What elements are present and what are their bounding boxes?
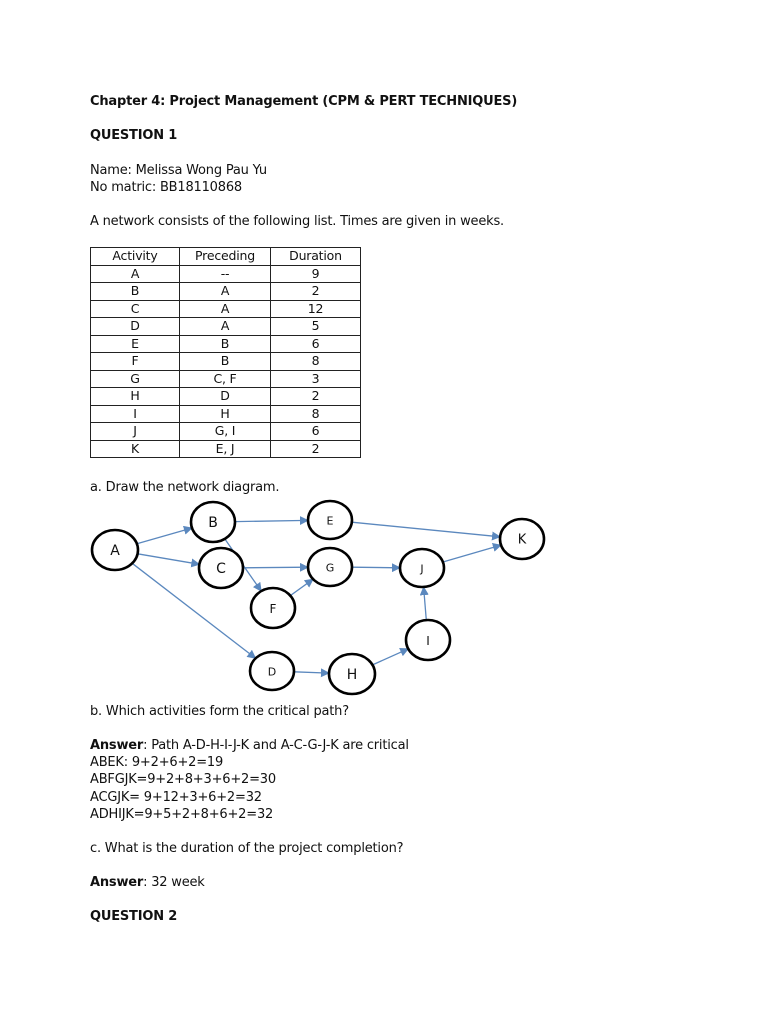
node-j [400, 549, 444, 587]
cell-duration: 8 [271, 353, 361, 371]
cell-activity: G [91, 370, 180, 388]
node-label: F [269, 602, 277, 616]
answer-c-label: Answer [90, 875, 144, 890]
cell-duration: 2 [271, 440, 361, 458]
node-b [191, 502, 235, 542]
problem-intro: A network consists of the following list. Times are given in weeks. [90, 214, 504, 229]
matric-number: No matric: BB18110868 [90, 180, 242, 195]
cell-duration: 8 [271, 405, 361, 423]
cell-duration: 5 [271, 318, 361, 336]
calc-line: ADHIJK=9+5+2+8+6+2=32 [90, 807, 274, 822]
cell-activity: A [91, 265, 180, 283]
node-label: C [216, 561, 226, 577]
answer-b-label: Answer [90, 738, 144, 753]
cell-duration: 6 [271, 335, 361, 353]
answer-b [90, 737, 409, 754]
cell-duration: 3 [271, 370, 361, 388]
answer-c [90, 874, 205, 891]
edge-h-i [373, 649, 409, 665]
node-label: D [267, 665, 277, 679]
node-label: I [426, 634, 430, 648]
answer-b-text: : Path A-D-H-I-J-K and A-C-G-J-K are critical [143, 738, 409, 753]
node-label: E [326, 514, 334, 528]
header-activity: Activity [91, 248, 180, 266]
cell-preceding: -- [180, 265, 271, 283]
cell-preceding: B [180, 353, 271, 371]
cell-activity: H [91, 388, 180, 406]
node-label: A [110, 543, 120, 559]
node-label: H [346, 667, 358, 683]
edge-b-e [235, 520, 308, 521]
cell-preceding: A [180, 283, 271, 301]
cell-duration: 6 [271, 423, 361, 441]
node-label: J [420, 562, 424, 576]
edge-c-g [243, 567, 308, 568]
edge-i-j [424, 587, 427, 620]
cell-preceding: D [180, 388, 271, 406]
node-label: K [517, 532, 527, 548]
cell-activity: K [91, 440, 180, 458]
node-d [250, 652, 294, 690]
node-h [329, 654, 375, 694]
cell-duration: 12 [271, 300, 361, 318]
question-2-heading: QUESTION 2 [90, 909, 178, 924]
calc-line: ABEK: 9+2+6+2=19 [90, 755, 224, 770]
cell-activity: D [91, 318, 180, 336]
cell-activity: I [91, 405, 180, 423]
cell-activity: C [91, 300, 180, 318]
cell-preceding: B [180, 335, 271, 353]
header-duration: Duration [271, 248, 361, 266]
edge-d-h [294, 672, 329, 673]
cell-preceding: C, F [180, 370, 271, 388]
node-label: B [208, 515, 218, 531]
cell-duration: 2 [271, 388, 361, 406]
node-label: G [325, 561, 335, 575]
cell-preceding: G, I [180, 423, 271, 441]
cell-activity: J [91, 423, 180, 441]
student-name: Name: Melissa Wong Pau Yu [90, 163, 267, 178]
page-title: Chapter 4: Project Management (CPM & PERT TECHNIQUES) [90, 94, 518, 109]
part-c-question: c. What is the duration of the project completion? [90, 841, 404, 856]
calc-line: ABFGJK=9+2+8+3+6+2=30 [90, 772, 276, 787]
header-preceding: Preceding [180, 248, 271, 266]
node-c [199, 548, 243, 588]
cell-duration: 2 [271, 283, 361, 301]
edge-a-b [137, 528, 192, 544]
cell-duration: 9 [271, 265, 361, 283]
cell-preceding: H [180, 405, 271, 423]
cell-preceding: A [180, 300, 271, 318]
diagram-nodes [92, 501, 544, 694]
edge-e-k [352, 522, 500, 537]
edge-g-j [352, 567, 400, 568]
node-f [251, 588, 295, 628]
cell-activity: E [91, 335, 180, 353]
part-a-question: a. Draw the network diagram. [90, 480, 280, 495]
node-a [92, 530, 138, 570]
node-i [406, 620, 450, 660]
answer-c-text: : 32 week [143, 875, 205, 890]
node-g [308, 548, 352, 586]
question-1-heading: QUESTION 1 [90, 128, 178, 143]
node-e [308, 501, 352, 539]
part-b-question: b. Which activities form the critical path? [90, 704, 349, 719]
cell-activity: B [91, 283, 180, 301]
edge-j-k [443, 545, 501, 562]
cell-preceding: E, J [180, 440, 271, 458]
edge-a-c [138, 554, 200, 565]
cell-preceding: A [180, 318, 271, 336]
edge-f-g [290, 579, 313, 595]
node-k [500, 519, 544, 559]
cell-activity: F [91, 353, 180, 371]
calc-line: ACGJK= 9+12+3+6+2=32 [90, 790, 262, 805]
